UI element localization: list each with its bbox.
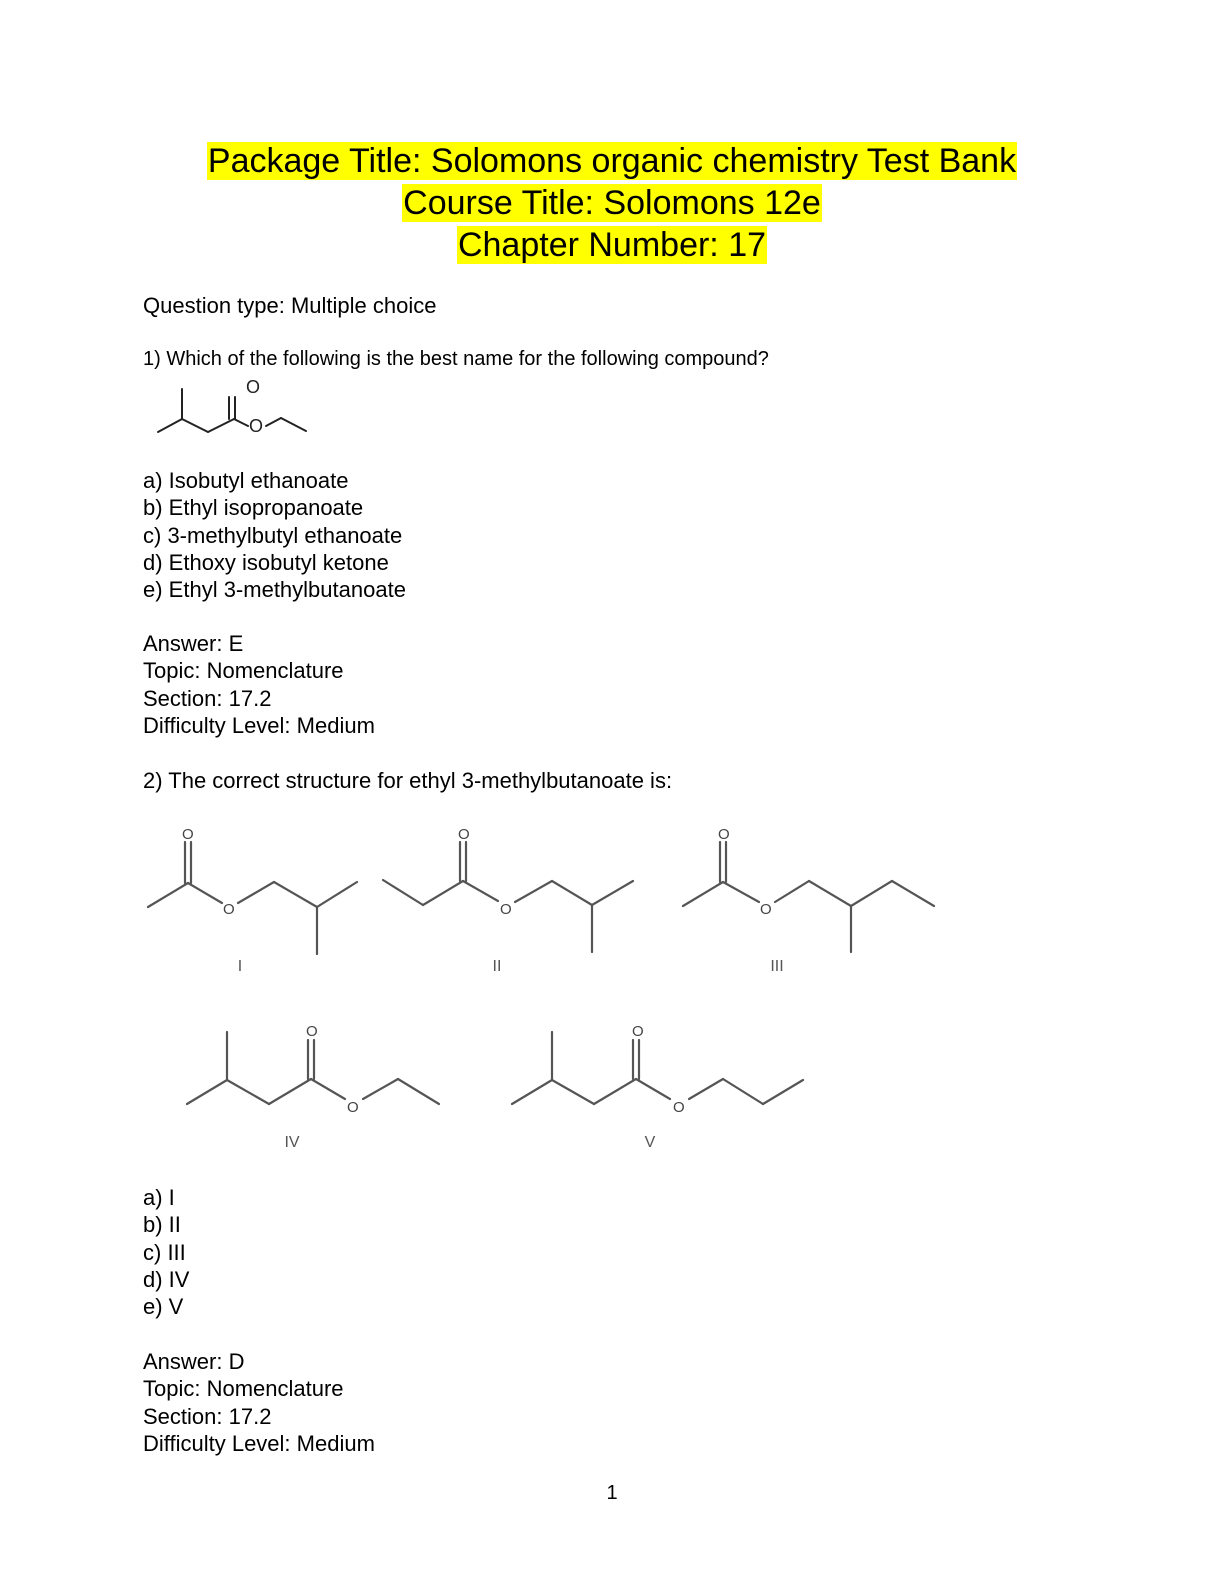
q2-answer: Answer: D	[143, 1349, 245, 1374]
q2-option-b: b) II	[143, 1212, 181, 1238]
q1-option-b: b) Ethyl isopropanoate	[143, 495, 364, 521]
q2-structure-4-label: IV	[284, 1134, 300, 1151]
q2-option-c: c) III	[143, 1239, 186, 1265]
struct-4-o-ester: O	[347, 1099, 359, 1116]
q1-difficulty: Difficulty Level: Medium	[143, 712, 375, 738]
q1-answer: Answer: E	[143, 631, 244, 656]
page-number: 1	[606, 1482, 618, 1504]
q1-stem: 1) Which of the following is the best name for the following compound?	[143, 348, 769, 370]
q1-topic: Topic: Nomenclature	[143, 658, 344, 684]
q2-structure-2-label: II	[492, 958, 502, 975]
q1-meta	[143, 630, 375, 739]
q2-structure-1	[140, 820, 370, 960]
chapter-number: Chapter Number: 17	[457, 226, 767, 264]
q1-options	[143, 467, 406, 603]
struct-1-o-carbonyl: O	[182, 826, 194, 843]
q2-difficulty: Difficulty Level: Medium	[143, 1430, 375, 1456]
course-title: Course Title: Solomons 12e	[403, 184, 821, 222]
q2-structure-4	[180, 1020, 450, 1120]
q1-option-d: d) Ethoxy isobutyl ketone	[143, 549, 389, 575]
q1-option-a: a) Isobutyl ethanoate	[143, 468, 349, 493]
q2-structure-3-label: III	[770, 958, 784, 975]
q2-options	[143, 1184, 189, 1320]
title-block	[0, 140, 1224, 266]
struct-5-o-carbonyl: O	[632, 1023, 644, 1040]
q2-option-e: e) V	[143, 1294, 184, 1320]
question-type: Question type: Multiple choice	[143, 293, 437, 318]
q2-stem: 2) The correct structure for ethyl 3-methylbutanoate is:	[143, 768, 673, 793]
q2-section: Section: 17.2	[143, 1403, 272, 1429]
q2-option-a: a) I	[143, 1185, 175, 1210]
struct-1-o-ester: O	[223, 901, 235, 918]
q1-option-c: c) 3-methylbutyl ethanoate	[143, 522, 403, 548]
struct-5-o-ester: O	[673, 1099, 685, 1116]
q1-ester-o-label: O	[249, 416, 264, 436]
q1-section: Section: 17.2	[143, 685, 272, 711]
q2-option-d: d) IV	[143, 1266, 190, 1292]
struct-2-o-carbonyl: O	[458, 826, 470, 843]
q2-topic: Topic: Nomenclature	[143, 1376, 344, 1402]
q2-structure-5	[505, 1020, 815, 1120]
q2-structure-5-label: V	[644, 1134, 656, 1151]
q1-option-e: e) Ethyl 3-methylbutanoate	[143, 577, 406, 603]
q1-carbonyl-o-label: O	[246, 377, 261, 397]
q2-meta	[143, 1348, 375, 1457]
q1-structure	[150, 372, 320, 442]
struct-3-o-ester: O	[760, 901, 772, 918]
q2-structure-2	[375, 820, 645, 960]
struct-3-o-carbonyl: O	[718, 826, 730, 843]
package-title: Package Title: Solomons organic chemistry Test Bank	[207, 142, 1017, 180]
struct-4-o-carbonyl: O	[306, 1023, 318, 1040]
q2-structure-3	[675, 820, 945, 960]
struct-2-o-ester: O	[500, 901, 512, 918]
q2-structure-1-label: I	[237, 958, 243, 975]
